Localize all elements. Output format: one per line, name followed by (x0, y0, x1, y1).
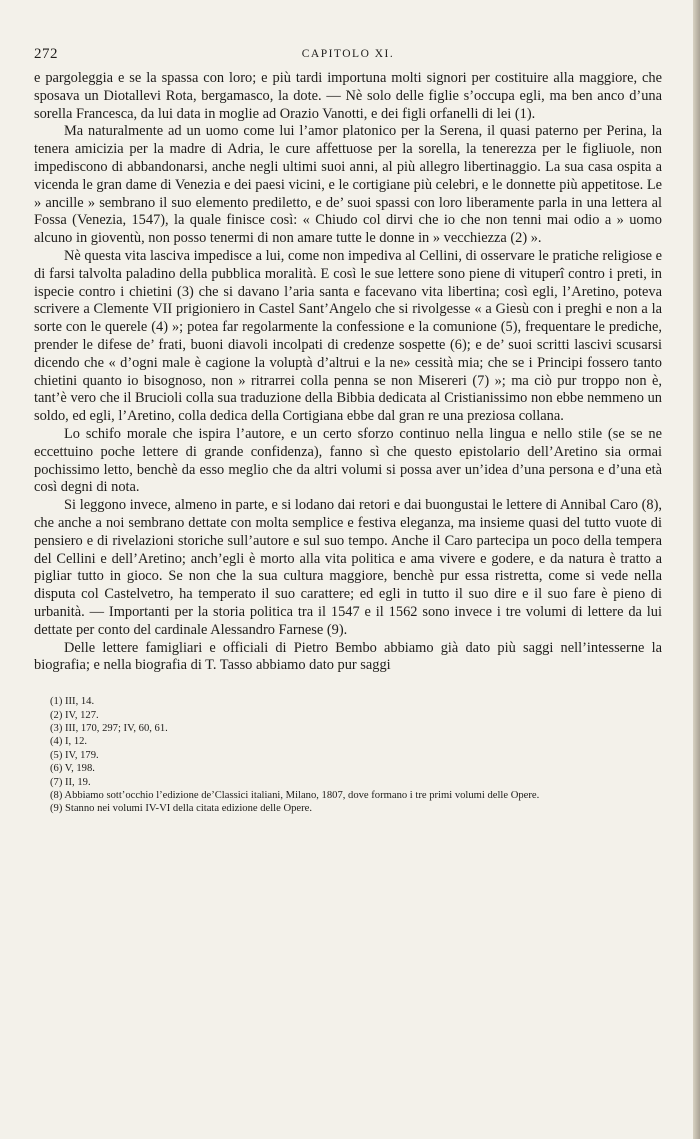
paragraph: Nè questa vita lasciva impedisce a lui, come non impediva al Cellini, di osservare le pratiche religiose e di farsi talvolta paladino della pubblica moralità. E così le sue lettere sono piene di vituperî contro i preti, in ispecie contro i chietini (3) che si davano l’aria santa e facevano vita libertina; così egli, l’Aretino, poteva scrivere a Clemente VII prigioniero in Castel Sant’Angelo che si rivolgesse « a Giesù con i preghi e non a la sorte con le querele (4) »; potea far regolarmente la confessione e la comunione (5), frequentare le prediche, prender le difese de’ frati, buoni diavoli incolpati di credenze sospette (6); e de’ suoi scritti lascivi scusarsi dicendo che « d’ogni male è cagione la voluptà d’altrui e la ne» cessità mia; che se i Principi fossero tanto chietini quanto io bisognoso, non » ritrarrei colla penna se non Misereri (7) »; ma ciò pur troppo non è, tant’è vero che il Brucioli colla sua traduzione della Bibbia dedicata al Cristianissimo non ebbe nemmeno un soldo, ed egli, l’Aretino, colla dedica della Cortigiana ebbe dal gran re una preziosa collana. (34, 247, 662, 425)
page-header (34, 46, 662, 68)
paragraph: Si leggono invece, almeno in parte, e si lodano dai retori e dai buongustai le lettere di Annibal Caro (8), che anche a noi sembrano dettate con molta semplice e festiva eleganza, ma insieme quasi del tutto vuote di pensiero e di rivelazioni storiche sull’autore e sul suo tempo. Anche il Caro partecipa un poco della tempera del Cellini e dell’Aretino; anch’egli è morto alla vita politica e ama vivere e godere, e da natura è tratto a pigliar tutto in gioco. Se non che la sua cultura maggiore, benchè pur essa ristretta, come si vede nella disputa col Castelvetro, ha temperato il suo carattere; ed egli in tutto il suo dire e il suo fare è pieno di urbanità. — Importanti per la storia politica tra il 1547 e il 1562 sono invece i tre volumi di lettere da lui dettate per conto del cardinale Alessandro Farnese (9). (34, 497, 662, 638)
paragraph: Ma naturalmente ad un uomo come lui l’amor platonico per la Serena, il quasi paterno per Perina, la tenera amicizia per la madre di Adria, le cure affettuose per la sorella, la tenerezza per le figliuole, non impediscono di abbandonarsi, anche negli ultimi suoi anni, al più allegro libertinaggio. La sua casa ospita a vicenda le gran dame di Venezia e dei paesi vicini, e le cortigiane più celebri, e le donnette più appetitose. Le » ancille » sembrano il suo elemento prediletto, e de’ suoi spassi con loro liberamente parla in una lettera al Fossa (Venezia, 1547), la quale finisce così: « Chiudo col dirvi che io che non tenni mai odio a » uomo alcuno in gioventù, non posso tenermi di non amare tutte le donne in » vecchiezza (2) ». (34, 123, 662, 247)
footnote: (3) III, 170, 297; IV, 60, 61. (50, 722, 168, 734)
paragraph: e pargoleggia e se la spassa con loro; e più tardi importuna molti signori per costituire alla maggiore, che sposava un Diotallevi Rota, bergamasco, la dote. — Nè solo delle figlie s’occupa egli, ma ben anco d’una sorella Francesca, da lui data in moglie ad Orazio Vanotti, e dei figli orfanelli di lei (1). (34, 70, 662, 122)
body-text (34, 70, 662, 675)
footnote: (9) Stanno nei volumi IV-VI della citata edizione delle Opere. (50, 803, 313, 815)
footnote: (1) III, 14. (50, 696, 95, 708)
page-edge-shadow (693, 0, 700, 1139)
paragraph: Delle lettere famigliari e officiali di Pietro Bembo abbiamo già dato più saggi nell’intesserne la biografia; e nella biografia di T. Tasso abbiamo dato pur saggi (34, 639, 662, 674)
footnote: (6) V, 198. (50, 763, 95, 775)
running-head: CAPITOLO XI. (301, 48, 395, 60)
footnote: (2) IV, 127. (50, 709, 99, 721)
footnote: (5) IV, 179. (50, 749, 99, 761)
footnote: (7) II, 19. (50, 776, 91, 788)
page-number: 272 (34, 46, 58, 62)
footnotes (34, 695, 662, 816)
footnote: (8) Abbiamo sott’occhio l’edizione de’Classici italiani, Milano, 1807, dove formano i tre primi volumi delle Opere. (50, 789, 540, 801)
paragraph: Lo schifo morale che ispira l’autore, e un certo sforzo continuo nella lingua e nello stile (se se ne eccettuino poche lettere di grande confidenza), fanno sì che questo epistolario dell’Aretino sia ormai pochissimo letto, benchè da esso meglio che da altri volumi si possa aver un’idea d’una persona e d’una età così degni di nota. (34, 425, 662, 496)
footnote: (4) I, 12. (50, 736, 88, 748)
